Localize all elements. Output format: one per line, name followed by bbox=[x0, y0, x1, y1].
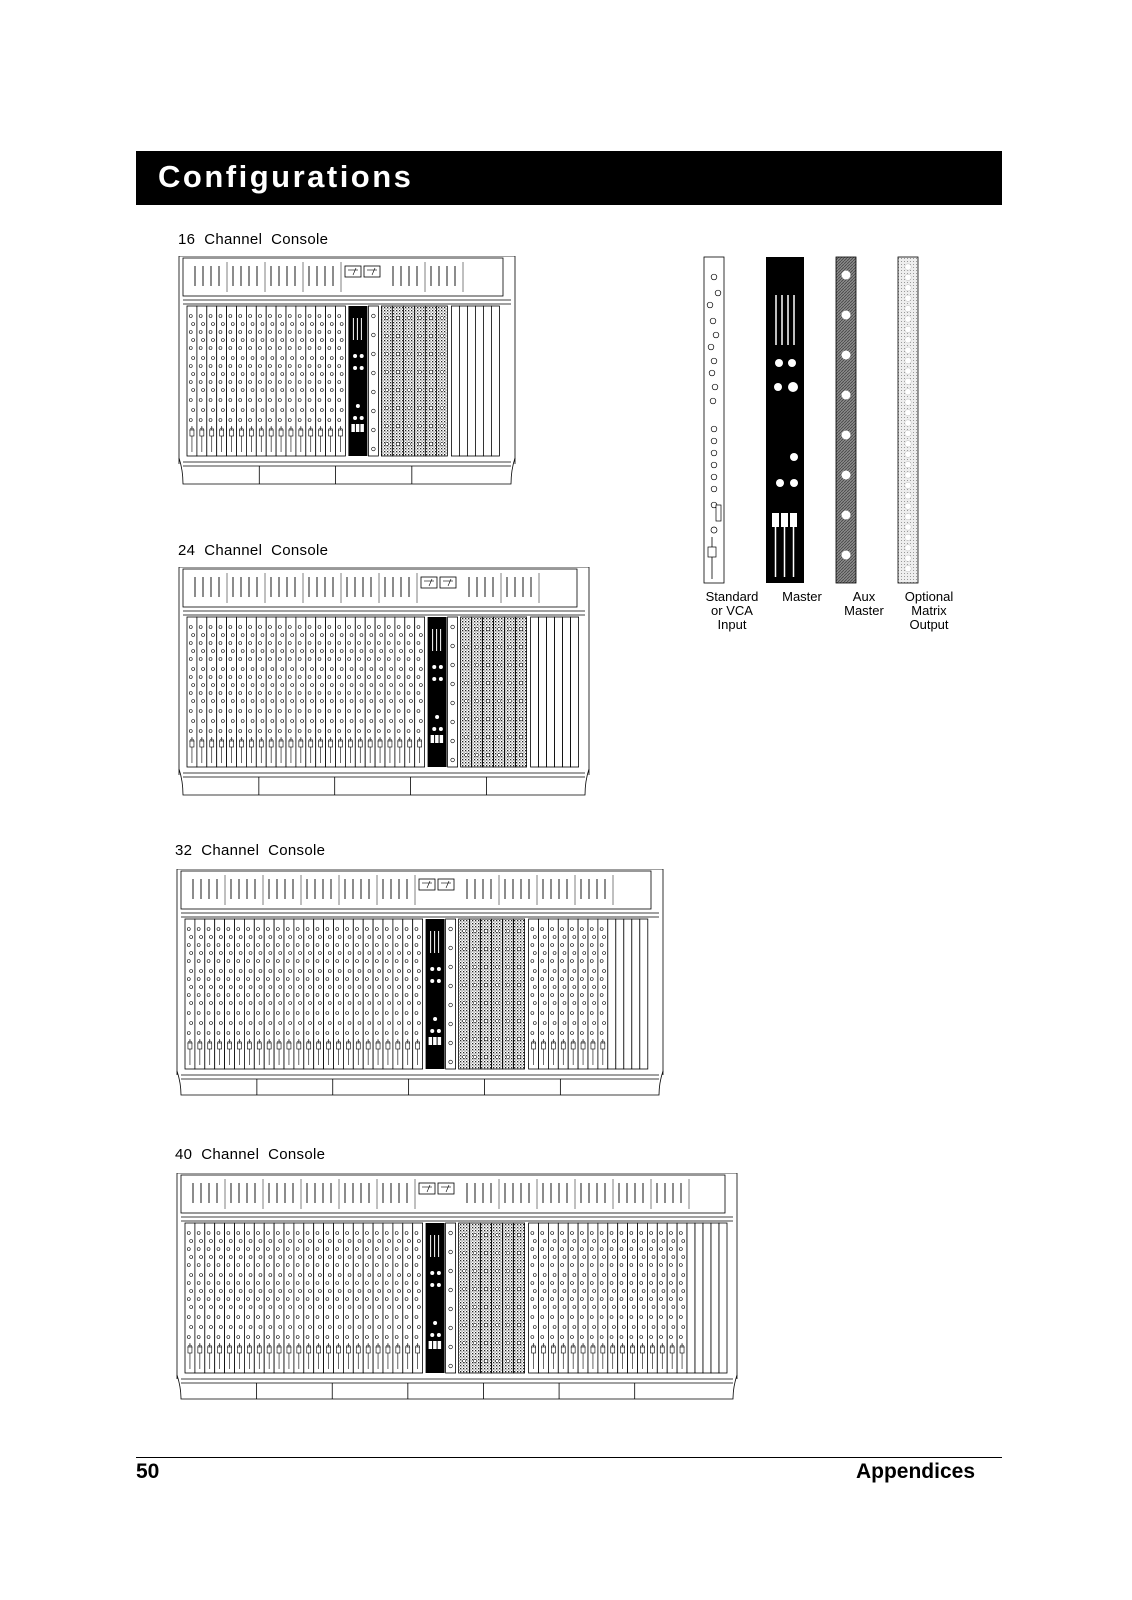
meter-bridge bbox=[183, 569, 577, 607]
footer-rule bbox=[136, 1457, 1002, 1458]
console-24-diagram bbox=[177, 567, 591, 811]
section-name: Appendices bbox=[855, 1460, 975, 1483]
section-title-bar bbox=[136, 151, 1002, 205]
console-40-label: 40 Channel Console bbox=[175, 1146, 326, 1163]
vu-meter bbox=[419, 1183, 435, 1194]
section-title: Configurations bbox=[158, 159, 414, 194]
vu-meter bbox=[345, 266, 361, 277]
console-16-diagram bbox=[177, 256, 517, 500]
module-legend-diagram bbox=[700, 255, 950, 587]
vu-meter bbox=[419, 879, 435, 890]
vu-meter bbox=[364, 266, 380, 277]
legend-caption-aux: Aux Master bbox=[844, 589, 884, 618]
page-number: 50 bbox=[136, 1460, 160, 1483]
vu-meter bbox=[438, 1183, 454, 1194]
legend-caption-matrix: Optional Matrix Output bbox=[904, 589, 954, 632]
console-32-label: 32 Channel Console bbox=[175, 842, 326, 859]
console-24-label: 24 Channel Console bbox=[178, 542, 329, 559]
console-40-diagram bbox=[175, 1173, 739, 1415]
meter-bridge bbox=[181, 871, 651, 909]
console-32-diagram bbox=[175, 869, 665, 1111]
legend-caption-input: Standard or VCA Input bbox=[705, 589, 759, 632]
vu-meter bbox=[438, 879, 454, 890]
vu-meter bbox=[421, 577, 437, 588]
legend-caption-master: Master bbox=[782, 589, 822, 604]
console-16-label: 16 Channel Console bbox=[178, 231, 329, 248]
legend-aux-module bbox=[836, 257, 856, 583]
vu-meter bbox=[440, 577, 456, 588]
